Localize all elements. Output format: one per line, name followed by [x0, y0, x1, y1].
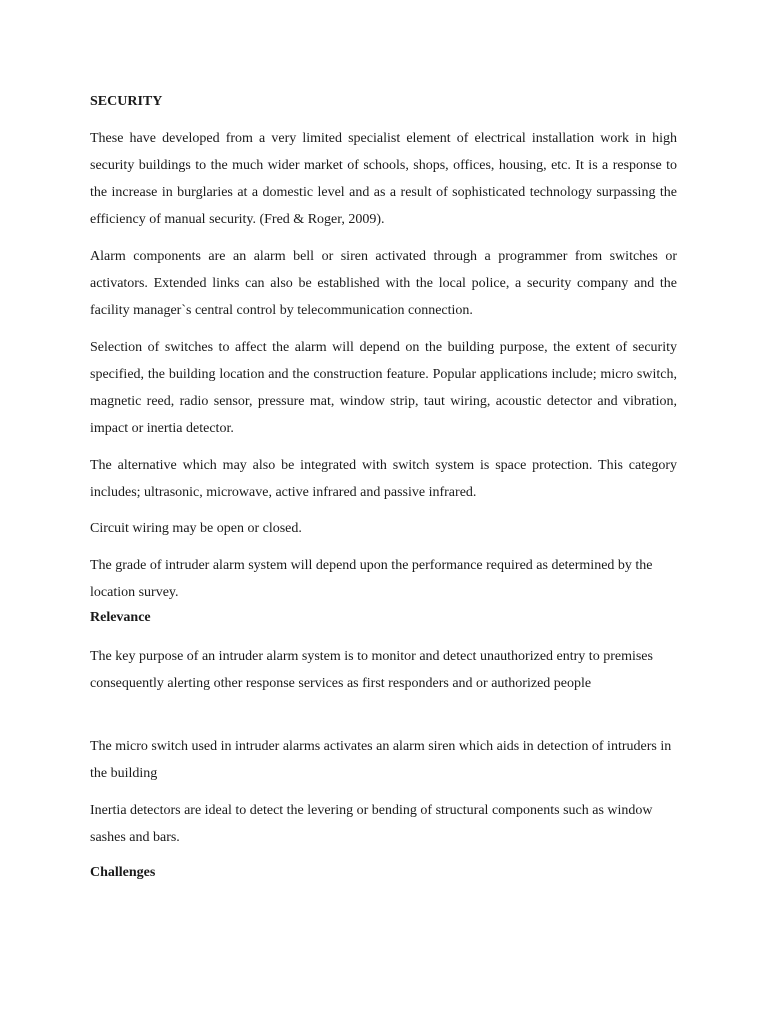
section-heading-challenges: Challenges	[90, 865, 156, 880]
paragraph-switch-selection: Selection of switches to affect the alarm will depend on the building purpose, the extent of security specified, the building location and the construction feature. Popular applications include; micro switch, magnetic reed, radio sensor, pressure mat, window strip, taut wiring, acoustic detector and vibration, impact or inertia detector.	[90, 340, 677, 436]
paragraph-micro-switch: The micro switch used in intruder alarms activates an alarm siren which aids in detection of intruders in the building	[90, 739, 672, 781]
section-heading-relevance: Relevance	[90, 610, 151, 625]
section-heading-security: SECURITY	[90, 94, 163, 109]
paragraph-alarm-grade: The grade of intruder alarm system will depend upon the performance required as determined by the location survey.	[90, 558, 653, 600]
paragraph-security-intro: These have developed from a very limited specialist element of electrical installation work in high security buildings to the much wider market of schools, shops, offices, housing, etc. It is a response to the increase in burglaries at a domestic level and as a result of sophisticated technology surpassing the efficiency of manual security. (Fred & Roger, 2009).	[90, 131, 677, 227]
paragraph-alarm-components: Alarm components are an alarm bell or siren activated through a programmer from switches or activators. Extended links can also be established with the local police, a security company and the facility manager`s central control by telecommunication connection.	[90, 249, 677, 318]
paragraph-circuit-wiring: Circuit wiring may be open or closed.	[90, 521, 302, 536]
paragraph-inertia-detectors: Inertia detectors are ideal to detect the levering or bending of structural components such as window sashes and bars.	[90, 803, 653, 845]
paragraph-key-purpose: The key purpose of an intruder alarm system is to monitor and detect unauthorized entry to premises consequently alerting other response services as first responders and or authorized people	[90, 649, 653, 691]
paragraph-space-protection: The alternative which may also be integrated with switch system is space protection. This category includes; ultrasonic, microwave, active infrared and passive infrared.	[90, 458, 677, 500]
